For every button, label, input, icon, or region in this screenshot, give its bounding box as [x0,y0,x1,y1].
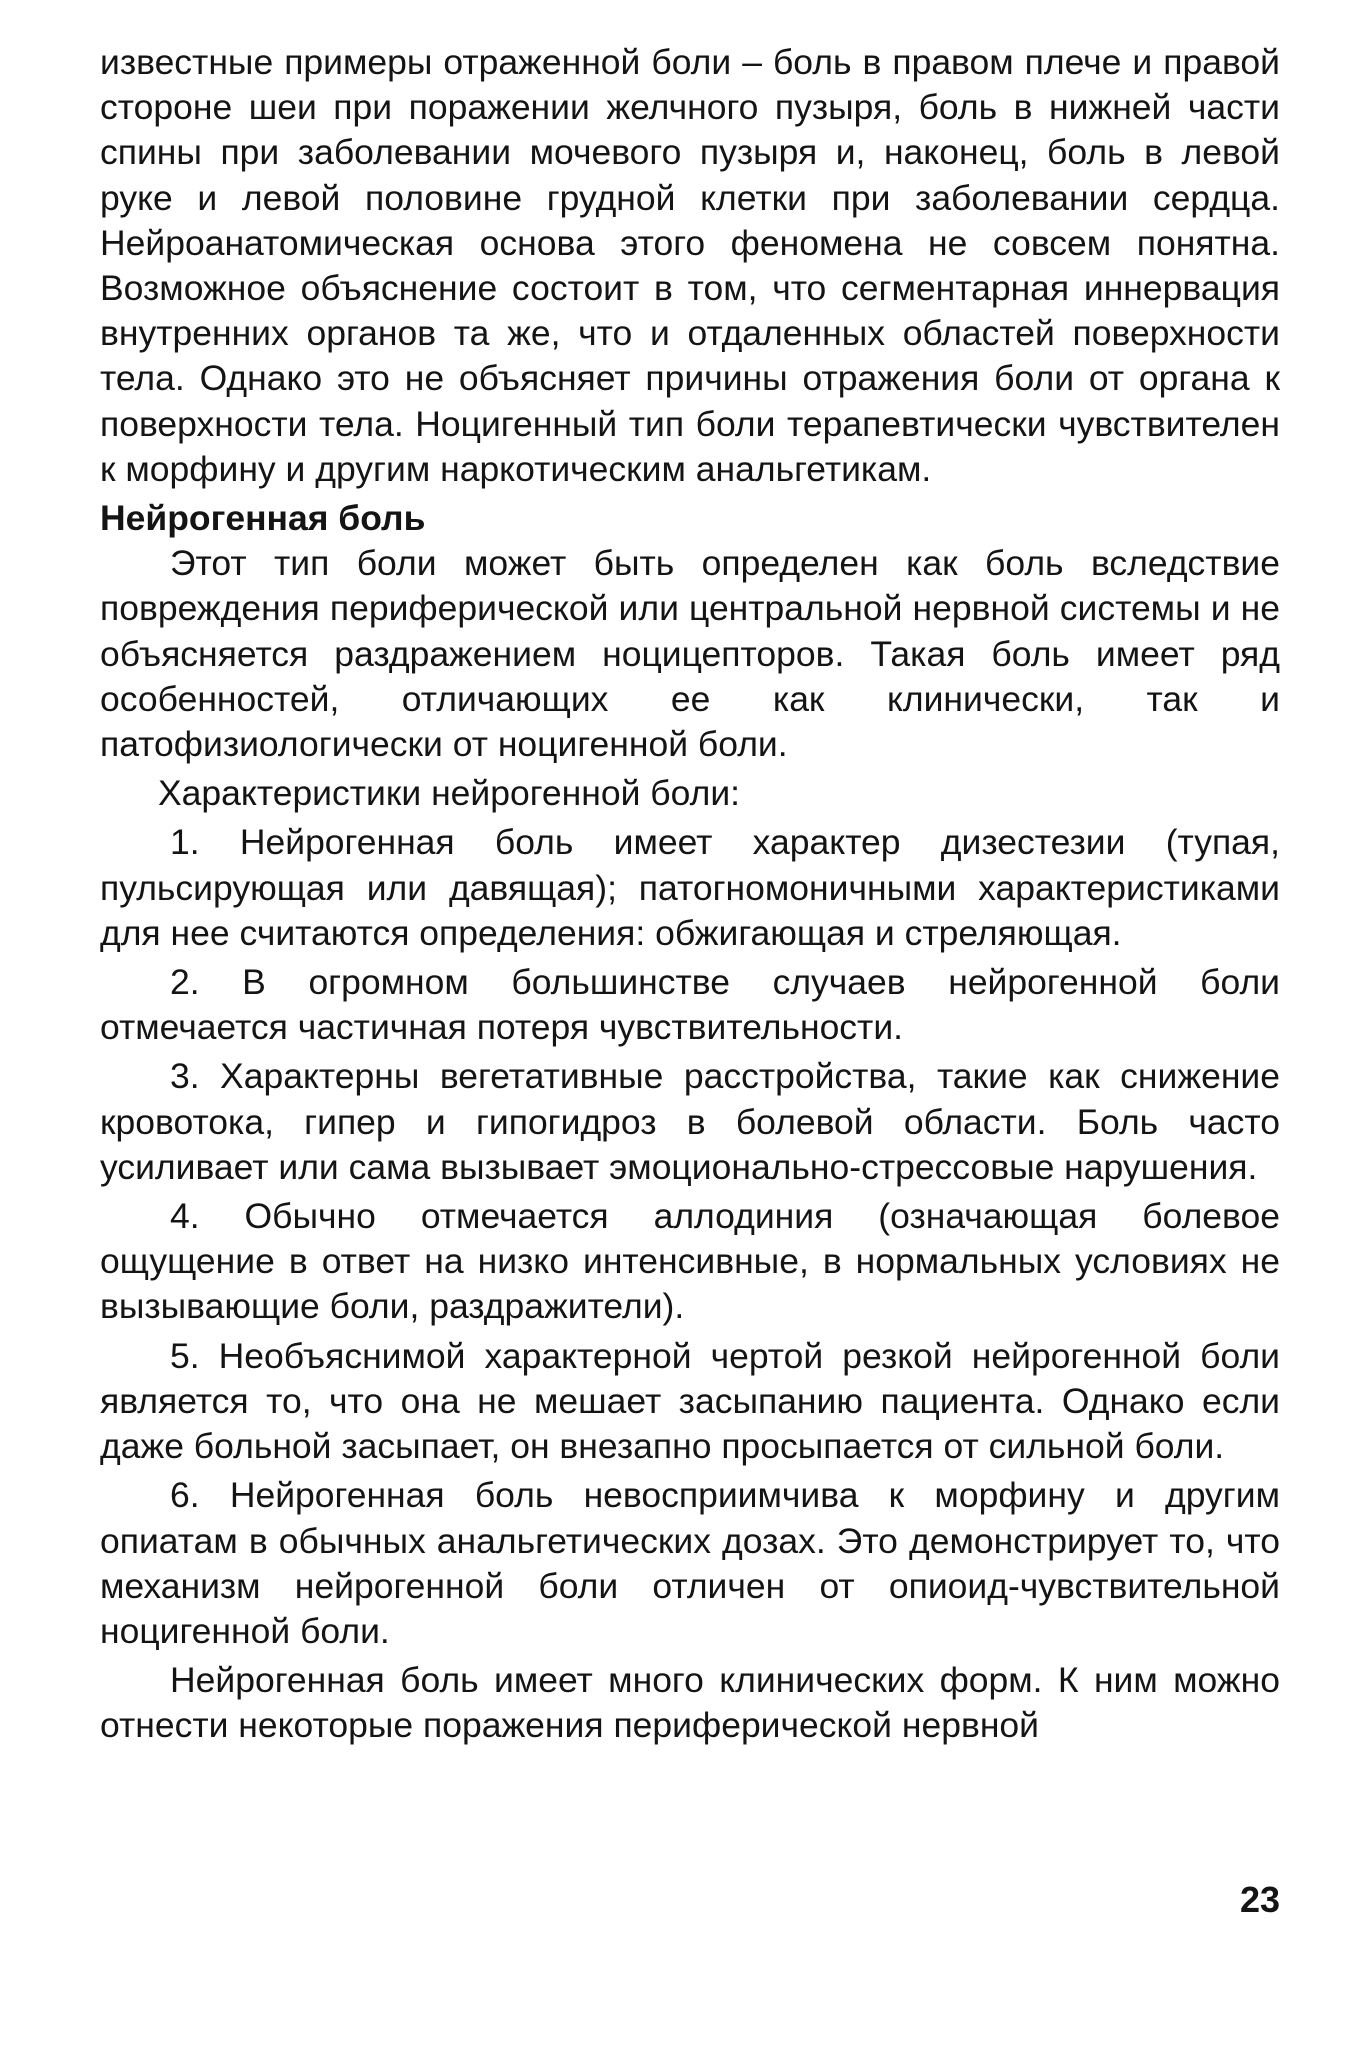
list-item-1: 1. Нейрогенная боль имеет характер дизестезии (тупая, пульсирующая или давящая); патогномоничными характеристиками для нее считаются определения: обжигающая и стреляющая. [100,822,1280,953]
list-item-2: 2. В огромном большинстве случаев нейрогенной боли отмечается частичная потеря чувствительности. [100,962,1280,1048]
list-title: Характеристики нейрогенной боли: [158,773,741,814]
list-item-5: 5. Необъяснимой характерной чертой резкой нейрогенной боли является то, что она не мешает засыпанию пациента. Однако если даже больной засыпает, он внезапно просыпается от сильной боли. [100,1335,1280,1467]
list-item-4: 4. Обычно отмечается аллодиния (означающая болевое ощущение в ответ на низко интенсивные, в нормальных условиях не вызывающие боли, раздражители). [100,1196,1280,1327]
list-item-6: 6. Нейрогенная боль невосприимчива к морфину и другим опиатам в обычных анальгетических дозах. Это демонстрирует то, что механизм нейрогенной боли отличен от опиоид-чувствительной ноцигенной боли. [100,1475,1280,1651]
definition-paragraph: Этот тип боли может быть определен как боль вследствие повреждения периферической или центральной нервной системы и не объясняется раздражением ноцицепторов. Такая боль имеет ряд особенностей, отличающих ее как клинически, так и патофизиологически от ноцигенной боли. [100,543,1280,765]
page-number: 23 [1239,1879,1280,1920]
text-column [100,40,1280,1749]
section-heading: Нейрогенная боль [100,498,426,539]
intro-paragraph: известные примеры отраженной боли – боль в правом плече и правой стороне шеи при поражении желчного пузыря, боль в нижней части спины при заболевании мочевого пузыря и, наконец, боль в левой руке и левой половине грудной клетки при заболевании сердца. Нейроанатомическая основа этого феномена не совсем понятна. Возможное объяснение состоит в том, что сегментарная иннервация внутренних органов та же, что и отдаленных областей поверхности тела. Однако это не объясняет причины отражения боли от органа к поверхности тела. Ноцигенный тип боли терапевтически чувствителен к морфину и другим наркотическим анальгетикам. [100,42,1280,489]
list-item-3: 3. Характерны вегетативные расстройства, такие как снижение кровотока, гипер и гипогидроз в болевой области. Боль часто усиливает или сама вызывает эмоционально-стрессовые нарушения. [100,1056,1280,1187]
final-paragraph: Нейрогенная боль имеет много клинических форм. К ним можно отнести некоторые поражения периферической нервной [100,1660,1280,1746]
